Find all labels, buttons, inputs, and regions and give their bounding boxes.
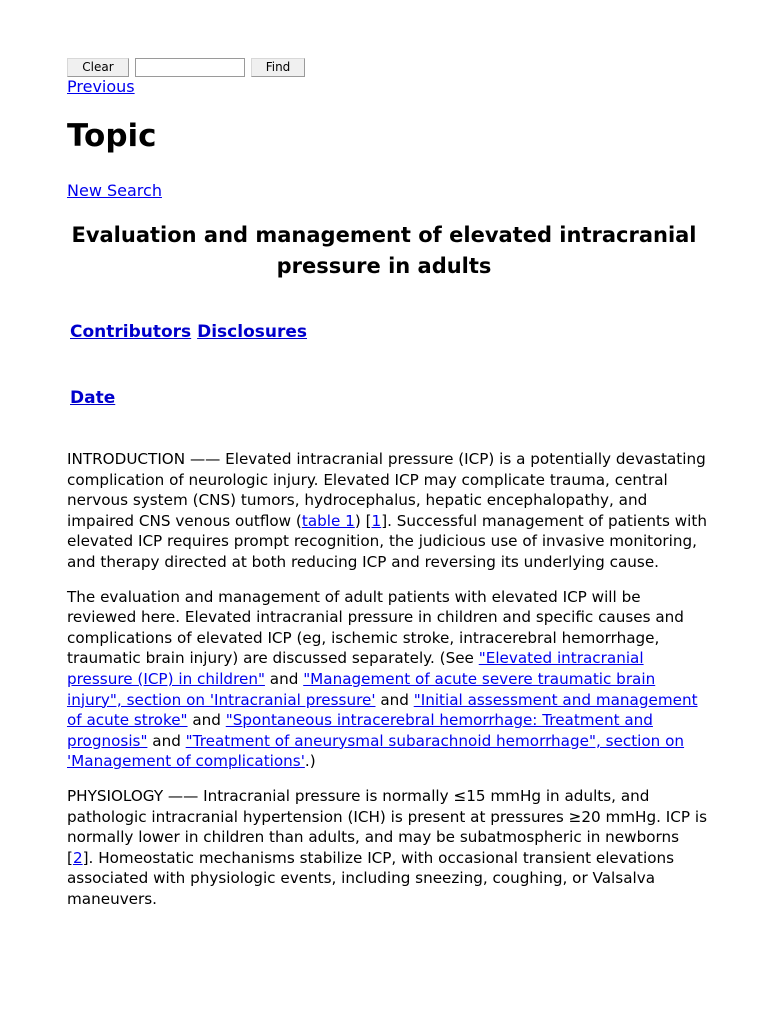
previous-link[interactable]: Previous xyxy=(67,77,135,96)
connector-text: and xyxy=(187,711,226,730)
physiology-text-2: ]. Homeostatic mechanisms stabilize ICP, with occasional transient elevations associated with physiologic events, including sneezing, coughing, or Valsalva maneuvers. xyxy=(67,848,675,908)
physiology-paragraph xyxy=(67,786,707,910)
table-1-link[interactable]: table 1 xyxy=(301,511,355,530)
page-title: Topic xyxy=(67,118,157,154)
intro-text-3: ]. Successful management of patients with elevated ICP requires prompt recognition, the judicious use of invasive monitoring, and therapy directed at both reducing ICP and reversing its underlying cause. xyxy=(67,511,707,571)
physiology-text-1: PHYSIOLOGY —— Intracranial pressure is normally ≤15 mmHg in adults, and pathologic intracranial hypertension (ICH) is present at pressures ≥20 mmHg. ICP is normally lower in children than adults, and may be subatmospheric in newborns [ xyxy=(67,786,707,867)
connector-text: and xyxy=(264,669,304,688)
contributors-link[interactable]: Contributors xyxy=(70,322,192,342)
reference-2-link[interactable]: 2 xyxy=(72,848,83,867)
icp-children-link[interactable]: "Elevated intracranial pressure (ICP) in children" xyxy=(67,649,644,688)
subarachnoid-hemorrhage-link[interactable]: "Treatment of aneurysmal subarachnoid hemorrhage", section on 'Management of complications' xyxy=(67,731,685,771)
connector-text: and xyxy=(375,690,414,709)
review-text: The evaluation and management of adult patients with elevated ICP will be reviewed here. Elevated intracranial pressure in children and specific causes and complications of elevated ICP (eg, ischemic stroke, intracerebral hemorrhage, traumatic brain injury) are discussed separately. (See xyxy=(67,587,684,668)
intracerebral-hemorrhage-link[interactable]: "Spontaneous intracerebral hemorrhage: Treatment and prognosis" xyxy=(67,711,653,750)
intro-text-1: INTRODUCTION —— Elevated intracranial pressure (ICP) is a potentially devastating complication of neurologic injury. Elevated ICP may complicate trauma, central nervous system (CNS) tumors, hydrocephalus, hepatic encephalopathy, and impaired CNS venous outflow ( xyxy=(67,450,706,530)
reference-1-link[interactable]: 1 xyxy=(371,511,382,530)
new-search-link[interactable]: New Search xyxy=(67,181,162,200)
introduction-paragraph xyxy=(67,449,707,573)
clear-button[interactable]: Clear xyxy=(67,58,129,77)
connector-text: and xyxy=(147,731,186,750)
acute-stroke-link[interactable]: "Initial assessment and management of acute stroke" xyxy=(67,690,698,730)
review-paragraph xyxy=(67,587,707,772)
intro-text-2: ) [ xyxy=(354,511,372,530)
article-title: Evaluation and management of elevated intracranial pressure in adults xyxy=(71,223,697,278)
search-toolbar xyxy=(67,58,305,78)
article-body xyxy=(67,449,707,923)
disclosures-link[interactable]: Disclosures xyxy=(197,322,308,342)
find-button[interactable]: Find xyxy=(251,58,305,77)
search-input[interactable] xyxy=(135,58,245,77)
date-link[interactable]: Date xyxy=(70,388,116,408)
traumatic-brain-injury-link[interactable]: "Management of acute severe traumatic brain injury", section on 'Intracranial pressure' xyxy=(67,669,656,709)
closing-text: .) xyxy=(304,752,316,771)
article-meta-links xyxy=(70,322,307,342)
